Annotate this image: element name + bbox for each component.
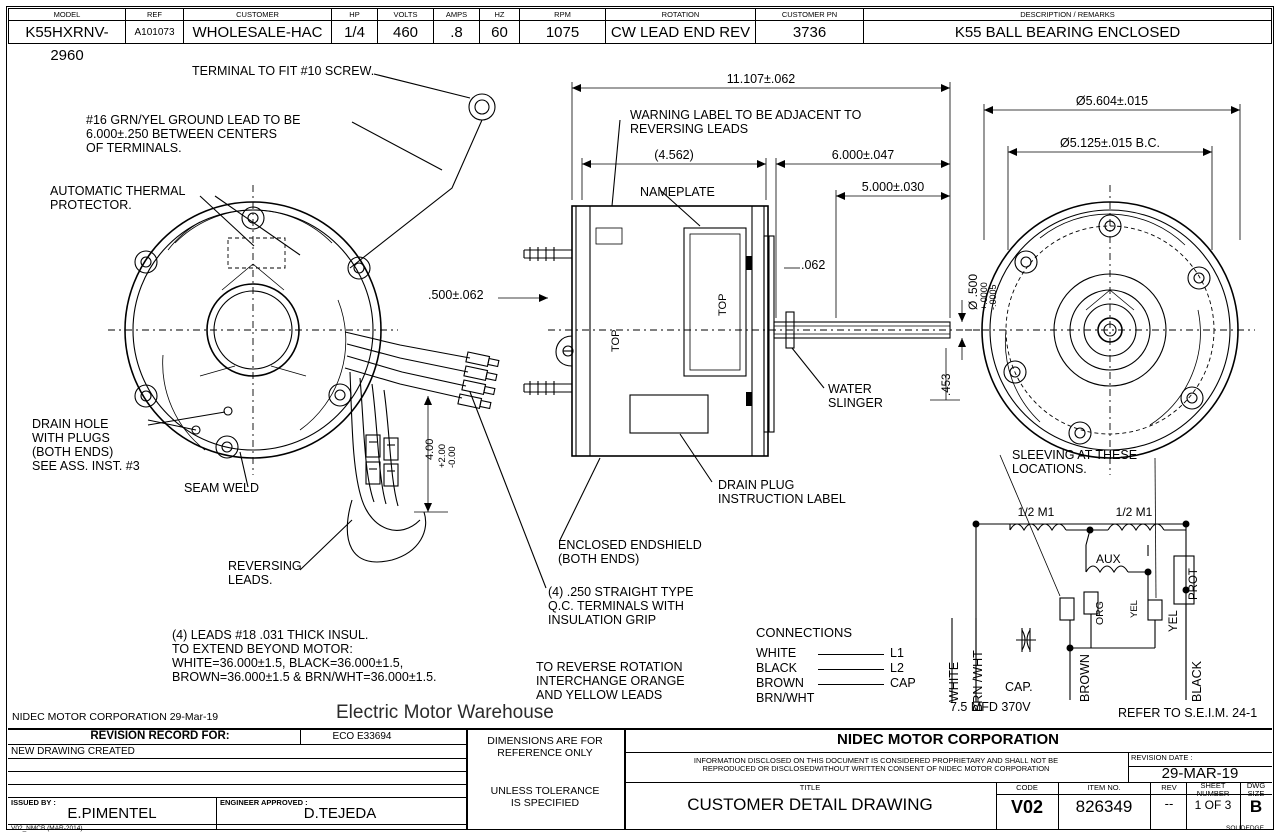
issued-by-value: E.PIMENTEL xyxy=(67,805,157,822)
connection-lead: BLACK xyxy=(756,661,797,675)
header-cell-label: HZ xyxy=(480,9,519,21)
revision-note: NEW DRAWING CREATED xyxy=(11,746,135,757)
dwg-size-value: B xyxy=(1249,797,1263,816)
tb-rev-line-3 xyxy=(8,771,466,772)
note-warning-label: WARNING LABEL TO BE ADJACENT TO REVERSING LEADS xyxy=(630,108,862,136)
label-prot: PROT xyxy=(1188,568,1200,600)
tb-issued-div xyxy=(216,797,217,830)
watermark: Electric Motor Warehouse xyxy=(336,702,554,723)
tb-div-1 xyxy=(466,728,468,830)
dim-shaft-ext: 6.000±.047 xyxy=(831,148,895,162)
company-name: NIDEC MOTOR CORPORATION xyxy=(837,731,1059,748)
tb-rev-div xyxy=(300,728,301,744)
header-cell-label: VOLTS xyxy=(378,9,433,21)
connections-title: CONNECTIONS xyxy=(756,625,853,640)
header-cell-value: .8 xyxy=(450,24,463,41)
revision-date-value: 29-MAR-19 xyxy=(1161,765,1239,782)
label-issued-by: ISSUED BY : xyxy=(11,798,56,807)
label-rev: REV xyxy=(1161,783,1177,792)
note-leads-spec: (4) LEADS #18 .031 THICK INSUL. TO EXTEND BEYOND MOTOR: WHITE=36.000±1.5, BLACK=36.000±1.5, BROWN=36.000±1.5 & BRN/WHT=36.000±1.5. xyxy=(172,628,437,684)
label-aux: AUX xyxy=(1096,552,1121,566)
header-cell-label: REF xyxy=(126,9,183,21)
label-revision-date: REVISION DATE : xyxy=(1131,753,1193,762)
connection-row xyxy=(756,646,924,661)
header-cell-value: 460 xyxy=(392,24,419,41)
dim-shaft-usable: 5.000±.030 xyxy=(861,180,925,194)
tb-r-div-rev xyxy=(1150,782,1151,830)
label-coil-left: 1/2 M1 xyxy=(1017,505,1055,519)
connection-row xyxy=(756,676,924,691)
connection-line xyxy=(818,684,884,685)
tb-rev-line-1 xyxy=(8,744,466,745)
header-cell-value: 1/4 xyxy=(344,24,365,41)
label-eco: ECO E33694 xyxy=(332,731,392,742)
tb-r-div-item xyxy=(1058,782,1059,830)
header-cell-label: CUSTOMER PN xyxy=(756,9,863,21)
header-cell-value: 3736 xyxy=(792,24,827,41)
connection-row xyxy=(756,661,924,676)
tolerance-note: UNLESS TOLERANCE IS SPECIFIED xyxy=(490,785,600,809)
dim-od: Ø5.604±.015 xyxy=(1075,94,1149,108)
note-refer-seim: REFER TO S.E.I.M. 24-1 xyxy=(1118,706,1258,720)
connections-list xyxy=(756,646,924,706)
footer-code: V02_NMCB (MAR-2014) xyxy=(11,825,83,832)
label-revision-record: REVISION RECORD FOR: xyxy=(90,730,230,742)
dim-mount-500: .500±.062 xyxy=(428,288,484,302)
dim-overall-length: 11.107±.062 xyxy=(726,72,796,86)
code-value: V02 xyxy=(1010,797,1044,817)
header-cell-value: 1075 xyxy=(545,24,580,41)
dim-gap-062: .062 xyxy=(801,258,826,272)
wire-label-brown: BROWN xyxy=(1078,654,1092,702)
dim-slinger: .453 xyxy=(941,373,953,396)
note-qc-terminals: (4) .250 STRAIGHT TYPE Q.C. TERMINALS WITH INSULATION GRIP xyxy=(548,585,694,627)
note-thermal-protector: AUTOMATIC THERMAL PROTECTOR. xyxy=(50,184,186,212)
connection-terminal: CAP xyxy=(890,676,916,690)
connection-lead: BROWN xyxy=(756,676,804,690)
note-drain-hole: DRAIN HOLE WITH PLUGS (BOTH ENDS) SEE ASS. INST. #3 xyxy=(32,417,140,473)
label-item-no: ITEM NO. xyxy=(1087,783,1121,792)
connection-lead: BRN/WHT xyxy=(756,691,815,705)
header-cell-value: 60 xyxy=(491,24,508,41)
note-nameplate: NAMEPLATE xyxy=(640,185,715,199)
header-cell-value: WHOLESALE-HAC xyxy=(192,24,323,41)
note-reverse-rotation: TO REVERSE ROTATION INTERCHANGE ORANGE AND YELLOW LEADS xyxy=(536,660,685,702)
label-engineer-approved: ENGINEER APPROVED : xyxy=(220,798,308,807)
connection-lead: WHITE xyxy=(756,646,797,660)
dim-bc: Ø5.125±.015 B.C. xyxy=(1060,136,1160,150)
tb-rev-line-4 xyxy=(8,784,466,785)
tb-r-div-1 xyxy=(1128,752,1129,782)
header-cell-label: RPM xyxy=(520,9,605,21)
dim-shaft-dia: Ø .500 xyxy=(966,273,980,310)
note-ground-lead: #16 GRN/YEL GROUND LEAD TO BE 6.000±.250 BETWEEN CENTERS OF TERMINALS. xyxy=(86,113,301,155)
header-cell-value: K55HXRNV-2960 xyxy=(25,24,109,64)
tb-div-2 xyxy=(624,728,626,830)
title-value: CUSTOMER DETAIL DRAWING xyxy=(687,795,933,814)
item-value: 826349 xyxy=(1075,797,1133,816)
connection-terminal: L2 xyxy=(890,661,904,675)
label-cap-value: 7.5 MFD 370V xyxy=(950,700,1031,714)
header-cell-label: ROTATION xyxy=(606,9,755,21)
tb-r-div-sheet xyxy=(1186,782,1187,830)
engineer-value: D.TEJEDA xyxy=(303,805,377,822)
dim-lead-tol-top: +2.00 xyxy=(437,443,448,468)
header-cell-label: HP xyxy=(332,9,377,21)
wire-label-brn-wht: BRN /WHT xyxy=(971,650,985,712)
dims-reference-note: DIMENSIONS ARE FOR REFERENCE ONLY xyxy=(487,735,603,759)
connection-line xyxy=(818,654,884,655)
header-cell-label: CUSTOMER xyxy=(184,9,331,21)
shell-top-mark: TOP xyxy=(610,329,622,352)
dim-lead-length: 4.00 xyxy=(424,438,436,460)
note-water-slinger: WATER SLINGER xyxy=(828,382,883,410)
note-reversing-leads: REVERSING LEADS. xyxy=(228,559,302,587)
label-coil-right: 1/2 M1 xyxy=(1115,505,1153,519)
note-sleeving: SLEEVING AT THESE LOCATIONS. xyxy=(1012,448,1138,476)
dim-lead-tol-bot: -0.00 xyxy=(447,446,458,468)
corp-date: NIDEC MOTOR CORPORATION 29-Mar-19 xyxy=(12,711,219,723)
tb-rev-line-2 xyxy=(8,758,466,759)
label-dwg-size: DWG SIZE xyxy=(1246,781,1266,799)
rev-value: -- xyxy=(1164,796,1174,811)
header-cell-value: A101073 xyxy=(134,27,175,38)
cad-system: SOLIDEDGE xyxy=(1226,825,1264,832)
tb-r-line-5 xyxy=(996,794,1272,795)
connection-row xyxy=(756,691,924,706)
dim-shaft-tol-top: +.0000 xyxy=(979,282,989,310)
header-cell-label: AMPS xyxy=(434,9,479,21)
note-enclosed-endshield: ENCLOSED ENDSHIELD (BOTH ENDS) xyxy=(558,538,702,566)
tb-r-div-code xyxy=(996,782,997,830)
header-cell-label: MODEL xyxy=(9,9,125,21)
nameplate-top-mark: TOP xyxy=(717,293,729,316)
note-drain-plug-label: DRAIN PLUG INSTRUCTION LABEL xyxy=(718,478,846,506)
label-title: TITLE xyxy=(799,783,821,792)
sheet-value: 1 OF 3 xyxy=(1194,798,1232,812)
tb-r-div-dwg xyxy=(1240,782,1241,830)
label-sheet: SHEET NUMBER xyxy=(1196,781,1230,799)
dim-body-length: (4.562) xyxy=(654,148,694,162)
header-cell-label: DESCRIPTION / REMARKS xyxy=(864,9,1271,21)
proprietary-note: INFORMATION DISCLOSED ON THIS DOCUMENT IS CONSIDERED PROPRIETARY AND SHALL NOT BE REPRODUCED OR DISCLOSEDWITHOUT WRITTEN CONSENT OF NIDEC MOTOR CORPORATION xyxy=(693,756,1059,774)
wire-label-org: ORG xyxy=(1094,601,1106,625)
wire-label-yel-1: YEL xyxy=(1129,600,1140,618)
note-seam-weld: SEAM WELD xyxy=(184,481,260,495)
wire-label-white: WHITE xyxy=(947,661,961,702)
header-cell-value: CW LEAD END REV xyxy=(610,24,751,41)
label-code: CODE xyxy=(1016,783,1038,792)
label-cap: CAP. xyxy=(1005,680,1033,694)
dim-shaft-tol-bot: -.0005 xyxy=(988,284,998,310)
wire-label-yel-2: YEL xyxy=(1168,610,1180,632)
note-terminal-screw: TERMINAL TO FIT #10 SCREW. xyxy=(192,64,375,78)
connection-terminal: L1 xyxy=(890,646,904,660)
connection-line xyxy=(818,669,884,670)
header-cell-value: K55 BALL BEARING ENCLOSED xyxy=(954,24,1181,41)
wire-label-black: BLACK xyxy=(1190,661,1204,702)
